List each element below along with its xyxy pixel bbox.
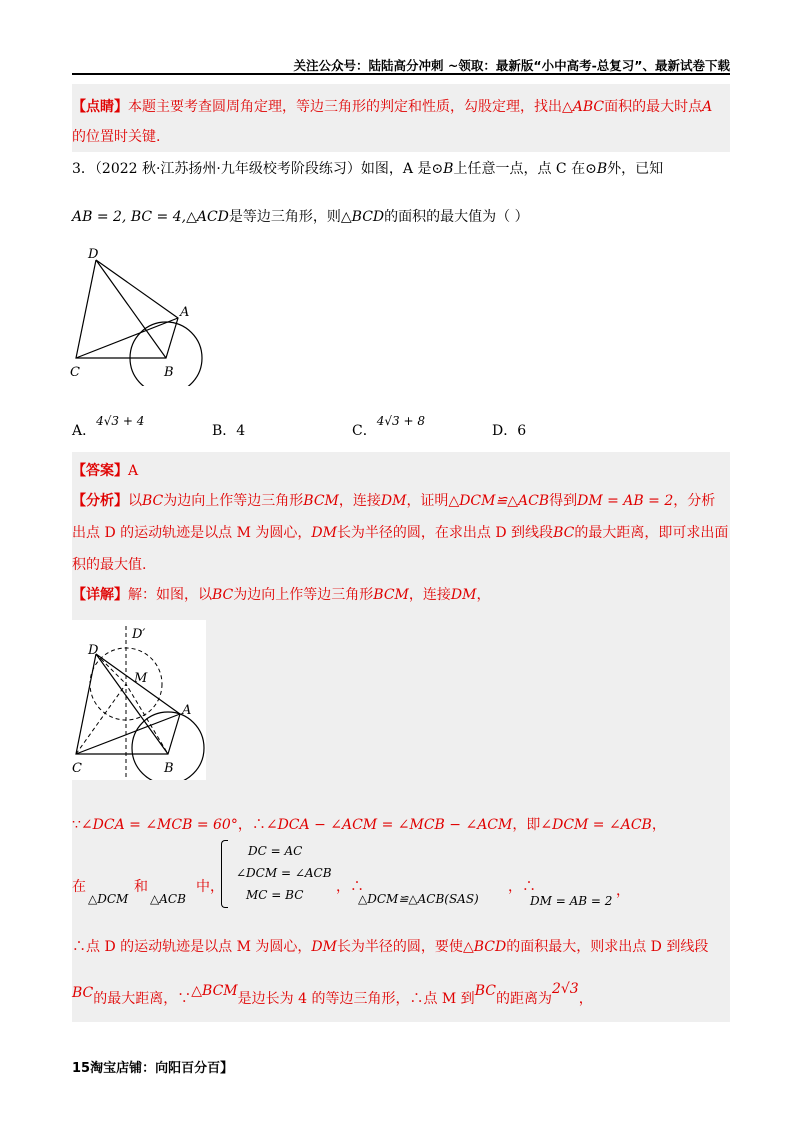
step-dm-eq: DM = AB = 2 (530, 894, 613, 908)
step-tri-acb: △ACB (150, 892, 186, 906)
analysis-line-1: 【分析】以BC为边向上作等边三角形BCM，连接DM，证明△DCM≌△ACB得到DM = AB = 2，分析 (72, 493, 716, 509)
triangle-bcm (76, 684, 168, 754)
header-rule (72, 73, 730, 75)
step-line-1: ∵∠DCA = ∠MCB = 60°，∴∠DCA − ∠ACM = ∠MCB − ∠ACM，即∠DCM = ∠ACB， (72, 817, 666, 833)
page-number: 15 (72, 1061, 91, 1076)
segment-ca (76, 318, 178, 358)
option-a[interactable]: A．4√3 + 4 (72, 414, 145, 439)
fig1-label-c: C (70, 365, 80, 380)
fig2-label-m: M (134, 671, 148, 686)
comment-line-2: 的位置时关键. (72, 129, 161, 145)
figure-1-lines (76, 260, 178, 358)
fig2-label-b: B (164, 761, 174, 776)
page-header: 关注公众号：陆陆高分冲刺 ~领取：最新版“小中高考-总复习”、最新试卷下载 (293, 58, 730, 73)
detail-line-1: 【详解】解：如图，以BC为边向上作等边三角形BCM，连接DM， (72, 587, 491, 603)
figure-1 (70, 246, 210, 386)
fig2-label-dprime: D′ (132, 627, 146, 642)
comment-box (72, 84, 730, 152)
fig2-label-d: D (88, 643, 99, 658)
step-therefore-2: ，∴ (508, 879, 536, 895)
analysis-line-3: 积的最大值. (72, 557, 147, 573)
question-line-2: AB = 2, BC = 4,△ACD是等边三角形，则△BCD的面积的最大值为（ ） (72, 209, 529, 225)
step-therefore-1: ，∴ (336, 879, 364, 895)
question-line-1: 3．（2022 秋·江苏扬州·九年级校考阶段练习）如图，A 是⊙B上任意一点，点 C 在⊙B外，已知 (72, 161, 664, 177)
system-eq-3: MC = BC (246, 888, 304, 902)
figure-2-lines (76, 654, 180, 754)
step-and: 和 (134, 879, 148, 895)
system-brace (221, 840, 228, 908)
shop-name: 淘宝店铺：向阳百分百】 (90, 1061, 234, 1076)
page-footer (72, 1057, 233, 1076)
figure-2 (72, 620, 206, 780)
comment-line-1: 【点睛】本题主要考查圆周角定理，等边三角形的判定和性质，勾股定理，找出△ABC面积的最大时点A (72, 99, 713, 115)
option-d[interactable]: D．6 (492, 423, 527, 439)
answer-line: 【答案】A (72, 463, 139, 479)
step-comma: ， (616, 883, 630, 899)
system-eq-2: ∠DCM = ∠ACB (236, 866, 332, 880)
step-line-3: ∴点 D 的运动轨迹是以点 M 为圆心，DM长为半径的圆，要使△BCD的面积最大，则求出点 D 到线段 (72, 939, 709, 955)
system-eq-1: DC = AC (248, 844, 303, 858)
fig1-label-b: B (164, 365, 174, 380)
step-tri-dcm: △DCM (88, 892, 129, 906)
fig2-label-c: C (72, 761, 82, 776)
fig1-label-d: D (88, 247, 99, 262)
fig1-label-a: A (180, 305, 190, 320)
step-congruence: △DCM≌△ACB(SAS) (358, 892, 479, 906)
option-c[interactable]: C．4√3 + 8 (352, 414, 425, 439)
step-line-4: BC的最大距离，∵△BCM是边长为 4 的等边三角形，∴点 M 到BC的距离为2√3， (72, 981, 593, 1007)
analysis-line-2: 出点 D 的运动轨迹是以点 M 为圆心，DM长为半径的圆，在求出点 D 到线段BC的最大距离，即可求出面 (72, 525, 729, 541)
step-in: 在 (72, 879, 86, 895)
fig2-label-a: A (182, 703, 192, 718)
option-b[interactable]: B．4 (212, 423, 246, 439)
step-mid: 中， (196, 879, 224, 895)
